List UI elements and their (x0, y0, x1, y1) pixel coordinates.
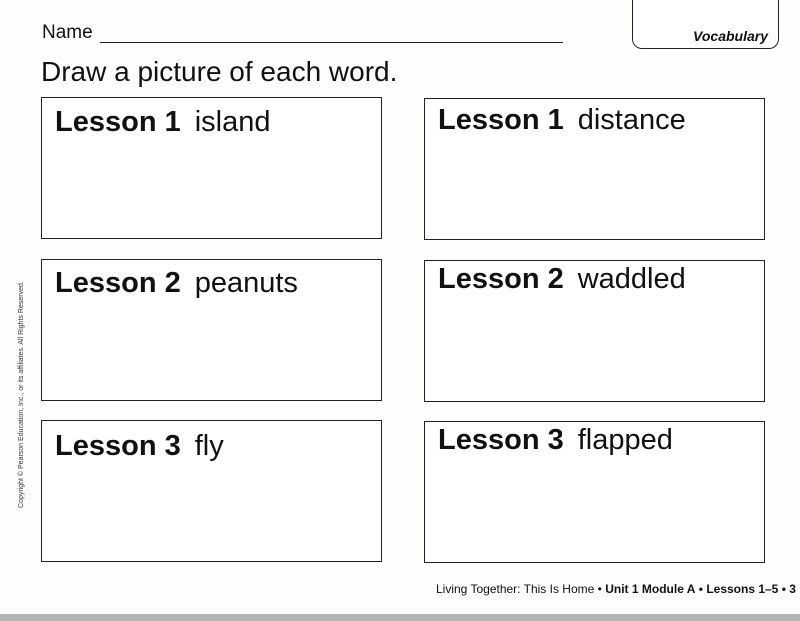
name-write-line[interactable] (100, 42, 563, 43)
lesson-label: Lesson 2 (55, 267, 181, 299)
footer-separator: • (597, 582, 602, 596)
footer-book-title: Living Together: This Is Home (436, 582, 595, 596)
vocabulary-tab (632, 0, 779, 49)
lesson-label: Lesson 1 (438, 104, 564, 136)
vocabulary-word: fly (194, 430, 224, 462)
vocabulary-word: distance (577, 104, 686, 136)
box-title (55, 106, 271, 139)
lesson-label: Lesson 2 (438, 263, 564, 295)
box-title (438, 263, 686, 296)
vocabulary-word: peanuts (194, 267, 298, 299)
scan-edge (0, 614, 800, 621)
footer-lessons: Lessons 1–5 (706, 582, 779, 596)
lesson-label: Lesson 3 (55, 430, 181, 462)
box-title (438, 424, 673, 457)
footer-unit: Unit 1 Module A (605, 582, 696, 596)
page-footer (436, 582, 796, 596)
drawing-box-flapped[interactable] (424, 421, 765, 563)
footer-separator: • (698, 582, 703, 596)
vocabulary-word: flapped (577, 424, 673, 456)
box-title (55, 430, 224, 463)
copyright-notice: Copyright © Pearson Education, Inc., or its affiliates. All Rights Reserved. (18, 281, 25, 508)
drawing-box-waddled[interactable] (424, 260, 765, 402)
name-label: Name (42, 22, 93, 43)
vocabulary-word: island (194, 106, 271, 138)
lesson-label: Lesson 3 (438, 424, 564, 456)
box-title (438, 104, 686, 137)
drawing-box-distance[interactable] (424, 98, 765, 240)
footer-separator: • (781, 582, 786, 596)
drawing-box-island[interactable] (41, 97, 382, 239)
footer-page-number: 3 (789, 582, 796, 596)
instruction-text: Draw a picture of each word. (41, 56, 398, 87)
vocabulary-tab-label: Vocabulary (693, 28, 768, 44)
box-title (55, 267, 298, 300)
vocabulary-word: waddled (577, 263, 686, 295)
drawing-box-peanuts[interactable] (41, 259, 382, 401)
lesson-label: Lesson 1 (55, 106, 181, 138)
drawing-box-fly[interactable] (41, 420, 382, 562)
